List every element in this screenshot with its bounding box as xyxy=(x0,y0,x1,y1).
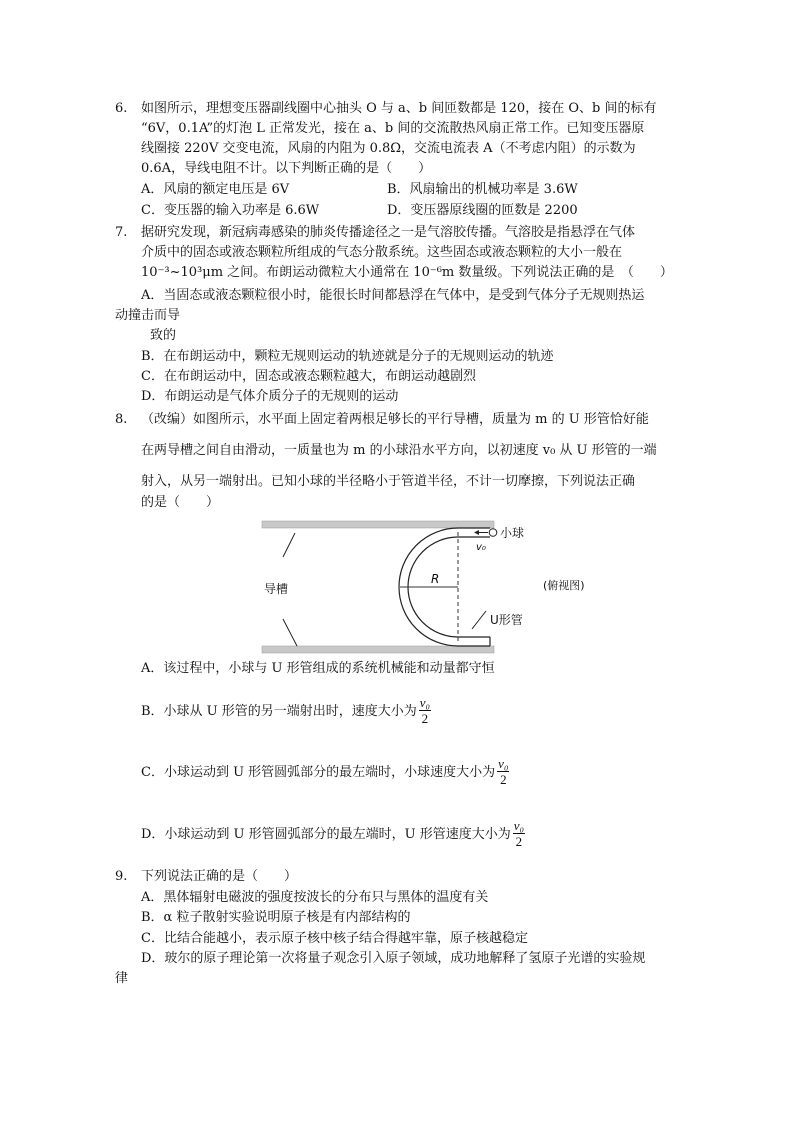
q8-option-d xyxy=(141,819,525,850)
q9-stem: 下列说法正确的是（ ） xyxy=(141,869,298,884)
label-view: (俯视图) xyxy=(543,579,585,592)
q8-figure xyxy=(250,515,610,660)
q8-option-a: A．该过程中，小球与 U 形管组成的系统机械能和动量都守恒 xyxy=(141,661,495,676)
label-u-tube: U形管 xyxy=(490,613,523,627)
q7-option-c: C．在布朗运动中，固态或液态颗粒越大，布朗运动越剧烈 xyxy=(141,369,476,384)
q8-number: 8. xyxy=(115,412,128,427)
q7-option-d: D．布朗运动是气体介质分子的无规则的运动 xyxy=(141,389,399,404)
q8-stem-line2: 在两导槽之间自由滑动，一质量也为 m 的小球沿水平方向，以初速度 v₀ 从 U 形管的一端 xyxy=(141,443,657,458)
label-R: R xyxy=(431,572,440,586)
q9-number: 9. xyxy=(115,869,128,884)
q8-option-b xyxy=(141,696,431,727)
q8-stem-line4: 的是（ ） xyxy=(141,495,220,510)
q8-option-c-fraction: $\frac{\text{v₀}}{2}$ xyxy=(498,756,509,787)
q9-option-a: A．黑体辐射电磁波的强度按波长的分布只与黑体的温度有关 xyxy=(141,890,489,905)
q6-option-a: A．风扇的额定电压是 6V xyxy=(141,182,290,197)
q7-option-a-line3: 致的 xyxy=(150,328,177,343)
label-v0: v₀ xyxy=(476,542,486,553)
q8-option-c-text: C．小球运动到 U 形管圆弧部分的最左端时，小球速度大小为 xyxy=(141,765,496,780)
q6-option-c: C．变压器的输入功率是 6.6W xyxy=(141,203,320,218)
ball xyxy=(489,529,497,537)
q8-option-b-fraction: $\frac{\text{v₀}}{2}$ xyxy=(419,695,431,726)
q7-option-a-line2: 动撞击而导 xyxy=(115,308,181,323)
top-groove xyxy=(262,521,494,528)
q6-stem-line2: “6V，0.1A”的灯泡 L 正常发光，接在 a、b 间的交流散热风扇正常工作。已知变压器原 xyxy=(141,121,645,136)
q8-stem-line1: （改编）如图所示，水平面上固定着两根足够长的平行导槽，质量为 m 的 U 形管恰好能 xyxy=(141,412,649,427)
q7-stem-line1: 据研究发现，新冠病毒感染的肺炎传播途径之一是气溶胶传播。气溶胶是指悬浮在气体 xyxy=(141,225,636,240)
q6-number: 6. xyxy=(115,101,128,116)
q9-option-b: B．α 粒子散射实验说明原子核是有内部结构的 xyxy=(141,910,411,925)
q8-option-c xyxy=(141,757,509,788)
q7-number: 7. xyxy=(115,225,128,240)
label-ball: 小球 xyxy=(500,526,525,540)
q7-option-a-line1: A．当固态或液态颗粒很小时，能很长时间都悬浮在气体中，是受到气体分子无规则热运 xyxy=(141,288,645,303)
q8-option-b-text: B．小球从 U 形管的另一端射出时，速度大小为 xyxy=(141,704,417,719)
q6-stem-line4: 0.6A，导线电阻不计。以下判断正确的是（ ） xyxy=(141,161,432,176)
q9-option-d-line1: D．玻尔的原子理论第一次将量子观念引入原子领域，成功地解释了氢原子光谱的实验规 xyxy=(141,951,646,966)
q7-stem-line3: 10⁻³~10³μm 之间。布朗运动微粒大小通常在 10⁻⁶m 数量级。下列说法正确的是 （ ） xyxy=(141,265,673,280)
q6-option-b: B．风扇输出的机械功率是 3.6W xyxy=(387,182,578,197)
label-groove: 导槽 xyxy=(264,582,289,596)
q6-stem-line3: 线圈接 220V 交变电流，风扇的内阻为 0.8Ω，交流电流表 A（不考虑内阻）的示数为 xyxy=(141,141,636,156)
q6-option-d: D．变压器原线圈的匝数是 2200 xyxy=(387,203,578,218)
q9-option-d-line2: 律 xyxy=(115,971,129,986)
q7-stem-line2: 介质中的固态或液态颗粒所组成的气态分散系统。这些固态或液态颗粒的大小一般在 xyxy=(141,245,623,260)
q7-option-b: B．在布朗运动中，颗粒无规则运动的轨迹就是分子的无规则运动的轨迹 xyxy=(141,349,554,364)
q8-stem-line3: 射入，从另一端射出。已知小球的半径略小于管道半径，不计一切摩擦，下列说法正确 xyxy=(141,474,636,489)
bottom-groove xyxy=(262,646,494,653)
q8-option-d-text: D．小球运动到 U 形管圆弧部分的最左端时，U 形管速度大小为 xyxy=(141,827,511,842)
q6-stem-line1: 如图所示，理想变压器副线圈中心抽头 O 与 a、b 间匝数都是 120，接在 O、b 间的标有 xyxy=(141,101,657,116)
q8-option-d-fraction: $\frac{\text{v₀}}{2}$ xyxy=(513,818,525,849)
q9-option-c: C．比结合能越小，表示原子核中核子结合得越牢靠，原子核越稳定 xyxy=(141,931,528,946)
